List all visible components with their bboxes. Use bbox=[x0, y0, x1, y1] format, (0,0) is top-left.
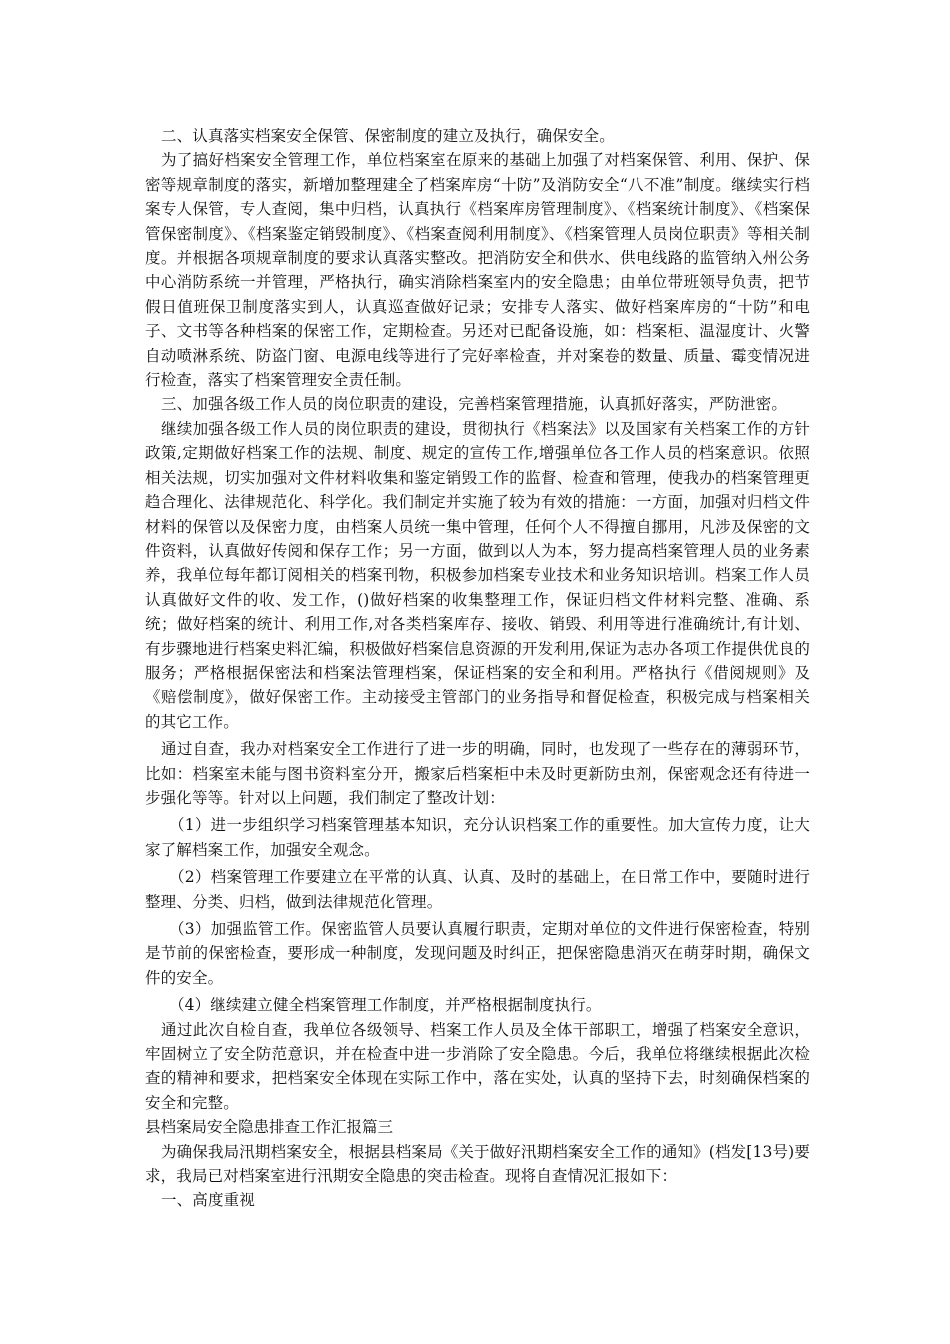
rectification-item-1: （1）进一步组织学习档案管理基本知识，充分认识档案工作的重要性。加大宣传力度，让大家了解档案工作，加强安全观念。 bbox=[145, 816, 810, 859]
section-two-heading: 二、认真落实档案安全保管、保密制度的建立及执行，确保安全。 bbox=[161, 127, 615, 145]
rectification-item-3: （3）加强监管工作。保密监管人员要认真履行职责，定期对单位的文件进行保密检查，特别是节前的保密检查，要形成一种制度，发现问题及时纠正，把保密隐患消灭在萌芽时期，确保文件的安全。 bbox=[145, 920, 810, 987]
self-check-findings: 通过自查，我办对档案安全工作进行了进一步的明确，同时，也发现了一些存在的薄弱环节，比如：档案室未能与图书资料室分开，搬家后档案柜中未及时更新防虫剂，保密观念还有待进一步强化等等。针对以上问题，我们制定了整改计划： bbox=[145, 740, 810, 807]
conclusion-paragraph: 通过此次自检自查，我单位各级领导、档案工作人员及全体干部职工，增强了档案安全意识，牢固树立了安全防范意识，并在检查中进一步消除了安全隐患。今后，我单位将继续根据此次检查的精神和要求，把档案安全体现在实际工作中，落在实处，认真的坚持下去，时刻确保档案的安全和完整。 bbox=[145, 1020, 810, 1112]
document-page bbox=[145, 124, 810, 1213]
section-two-body: 为了搞好档案安全管理工作，单位档案室在原来的基础上加强了对档案保管、利用、保护、保密等规章制度的落实，新增加整理建全了档案库房“十防”及消防安全“八不准”制度。继续实行档案专人保管，专人查阅，集中归档，认真执行《档案库房管理制度》、《档案统计制度》、《档案保管保密制度》、《档案鉴定销毁制度》、《档案查阅利用制度》、《档案管理人员岗位职责》等相关制度。并根据各项规章制度的要求认真落实整改。把消防安全和供水、供电线路的监管纳入州公务中心消防系统一并管理，严格执行，确实消除档案室内的安全隐患；由单位带班领导负责，把节假日值班保卫制度落实到人，认真巡查做好记录；安排专人落实、做好档案库房的“十防”和电子、文书等各种档案的保密工作，定期检查。另还对已配备设施，如：档案柜、温湿度计、火警自动喷淋系统、防盗门窗、电源电线等进行了完好率检查，并对案卷的数量、质量、霉变情况进行检查，落实了档案管理安全责任制。 bbox=[145, 151, 810, 390]
part-three-title: 县档案局安全隐患排查工作汇报篇三 bbox=[145, 1118, 394, 1137]
part-three-intro: 为确保我局汛期档案安全，根据县档案局《关于做好汛期档案安全工作的通知》(档发[13号)要求，我局已对档案室进行汛期安全隐患的突击检查。现将自查情况汇报如下： bbox=[145, 1142, 810, 1186]
part-three-section-one-heading: 一、高度重视 bbox=[161, 1191, 255, 1210]
section-three-heading: 三、加强各级工作人员的岗位职责的建设，完善档案管理措施，认真抓好落实，严防泄密。 bbox=[161, 395, 788, 414]
rectification-item-2: （2）档案管理工作要建立在平常的认真、认真、及时的基础上，在日常工作中，要随时进行整理、分类、归档，做到法律规范化管理。 bbox=[145, 868, 810, 911]
rectification-item-4: （4）继续建立健全档案管理工作制度，并严格根据制度执行。 bbox=[169, 996, 602, 1015]
section-three-body: 继续加强各级工作人员的岗位职责的建设，贯彻执行《档案法》以及国家有关档案工作的方针政策,定期做好档案工作的法规、制度、规定的宣传工作,增强单位各工作人员的档案意识。依照相关法规，切实加强对文件材料收集和鉴定销毁工作的监督、检查和管理，使我办的档案管理更趋合理化、法律规范化、科学化。我们制定并实施了较为有效的措施：一方面，加强对归档文件材料的保管以及保密力度，由档案人员统一集中管理，任何个人不得擅自挪用，凡涉及保密的文件资料，认真做好传阅和保存工作；另一方面，做到以人为本，努力提高档案管理人员的业务素养，我单位每年都订阅相关的档案刊物，积极参加档案专业技术和业务知识培训。档案工作人员认真做好文件的收、发工作，()做好档案的收集整理工作，保证归档文件材料完整、准确、系统；做好档案的统计、利用工作,对各类档案库存、接收、销毁、利用等进行准确统计,有计划、有步骤地进行档案史料汇编，积极做好档案信息资源的开发利用,保证为志办各项工作提供优良的服务；严格根据保密法和档案法管理档案，保证档案的安全和利用。严格执行《借阅规则》及《赔偿制度》，做好保密工作。主动接受主管部门的业务指导和督促检查，积极完成与档案相关的其它工作。 bbox=[145, 419, 810, 731]
